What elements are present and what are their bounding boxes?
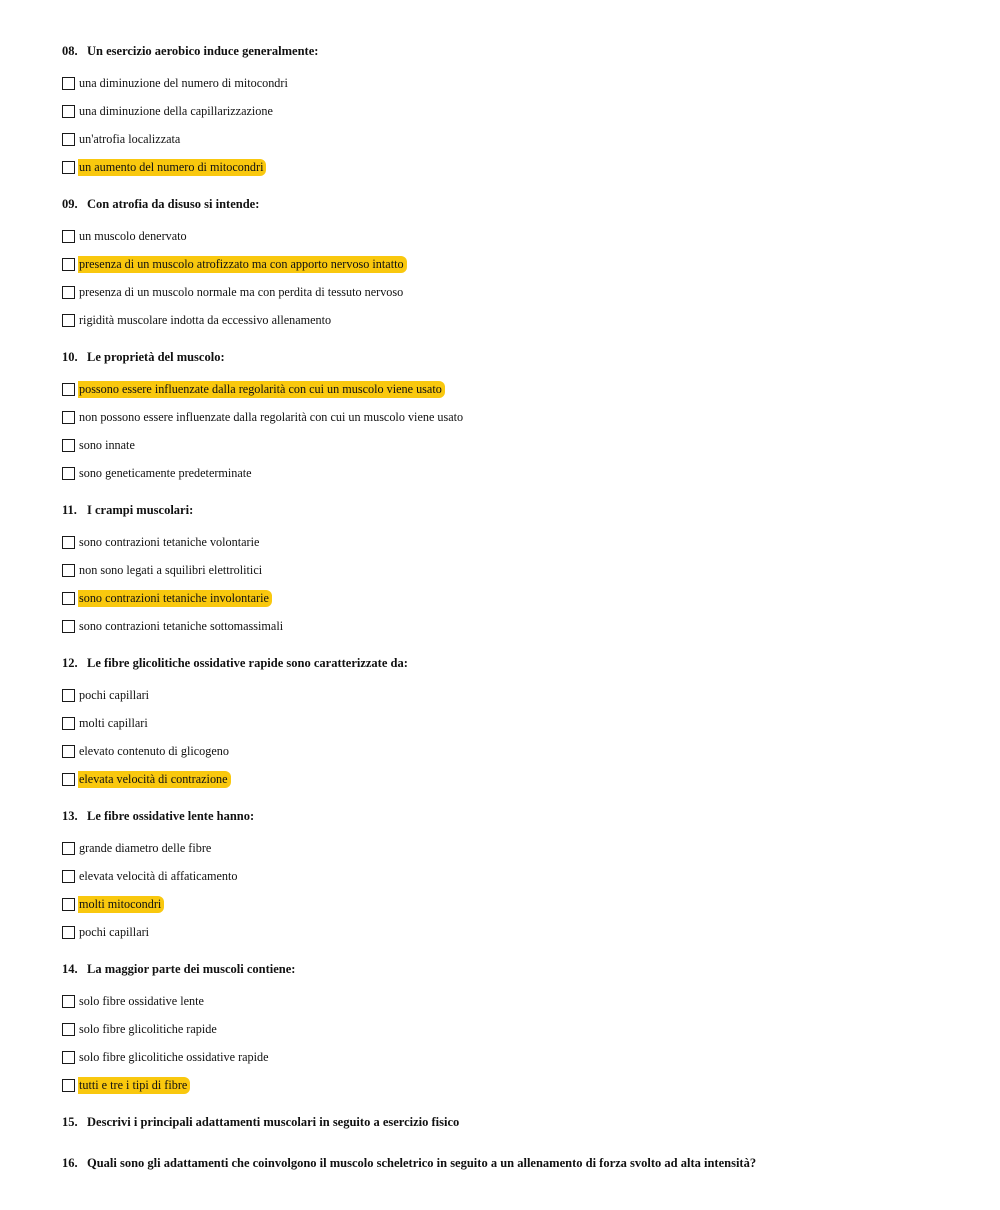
answer-label: grande diametro delle fibre: [79, 840, 212, 855]
question-block: [62, 655, 982, 793]
question-block: [62, 349, 982, 487]
question-text: Le proprietà del muscolo:: [87, 350, 225, 364]
question-heading: [62, 502, 982, 518]
answer-label: elevato contenuto di glicogeno: [79, 743, 229, 758]
question-number: 09.: [62, 197, 78, 211]
question-number: 12.: [62, 656, 78, 670]
answer-option[interactable]: [62, 681, 982, 709]
question-spacer: [62, 1140, 982, 1155]
question-block: [62, 808, 982, 946]
answer-option[interactable]: [62, 709, 982, 737]
answer-label: presenza di un muscolo normale ma con perdita di tessuto nervoso: [79, 284, 404, 299]
answer-option[interactable]: [62, 306, 982, 334]
answer-option[interactable]: [62, 834, 982, 862]
question-spacer: [62, 1099, 982, 1114]
answer-option[interactable]: [62, 528, 982, 556]
question-text: Le fibre ossidative lente hanno:: [87, 809, 255, 823]
answer-option[interactable]: [62, 459, 982, 487]
answer-option[interactable]: [62, 1071, 982, 1099]
question-number: 13.: [62, 809, 78, 823]
answer-option[interactable]: [62, 403, 982, 431]
answer-label: sono contrazioni tetaniche sottomassimali: [79, 618, 284, 633]
answer-label: pochi capillari: [79, 687, 150, 702]
answer-label: pochi capillari: [79, 924, 150, 939]
answer-checkbox[interactable]: [62, 161, 75, 174]
answer-option[interactable]: [62, 556, 982, 584]
answer-label-highlighted: elevata velocità di contrazione: [78, 771, 231, 788]
answer-option[interactable]: [62, 250, 982, 278]
answer-checkbox[interactable]: [62, 773, 75, 786]
question-heading: [62, 808, 982, 824]
question-heading: [62, 1114, 982, 1130]
question-heading: [62, 196, 982, 212]
answer-checkbox[interactable]: [62, 286, 75, 299]
answer-checkbox[interactable]: [62, 383, 75, 396]
answer-option[interactable]: [62, 125, 982, 153]
answer-checkbox[interactable]: [62, 467, 75, 480]
question-spacer: [62, 640, 982, 655]
question-block: [62, 196, 982, 334]
answer-option[interactable]: [62, 987, 982, 1015]
answer-checkbox[interactable]: [62, 1079, 75, 1092]
answer-label: sono geneticamente predeterminate: [79, 465, 252, 480]
answer-checkbox[interactable]: [62, 230, 75, 243]
answer-option[interactable]: [62, 737, 982, 765]
question-heading: [62, 655, 982, 671]
answer-label: una diminuzione del numero di mitocondri: [79, 75, 288, 90]
answer-checkbox[interactable]: [62, 592, 75, 605]
question-text: I crampi muscolari:: [87, 503, 194, 517]
answer-checkbox[interactable]: [62, 77, 75, 90]
answer-option[interactable]: [62, 765, 982, 793]
question-text: Un esercizio aerobico induce generalmente:: [87, 44, 319, 58]
answer-label: elevata velocità di affaticamento: [79, 868, 238, 883]
answer-checkbox[interactable]: [62, 1023, 75, 1036]
answer-label-highlighted: sono contrazioni tetaniche involontarie: [78, 590, 272, 607]
question-text: Descrivi i principali adattamenti muscolari in seguito a esercizio fisico: [87, 1115, 460, 1129]
question-heading: [62, 349, 982, 365]
question-number: 15.: [62, 1115, 78, 1129]
question-number: 08.: [62, 44, 78, 58]
question-text: Quali sono gli adattamenti che coinvolgono il muscolo scheletrico in seguito a un allenamento di forza svolto ad alta intensità?: [87, 1156, 757, 1170]
answer-option[interactable]: [62, 375, 982, 403]
question-text: Le fibre glicolitiche ossidative rapide sono caratterizzate da:: [87, 656, 408, 670]
answer-option[interactable]: [62, 890, 982, 918]
answer-checkbox[interactable]: [62, 717, 75, 730]
answer-checkbox[interactable]: [62, 133, 75, 146]
answer-checkbox[interactable]: [62, 620, 75, 633]
question-number: 14.: [62, 962, 78, 976]
answer-label: solo fibre glicolitiche ossidative rapide: [79, 1049, 269, 1064]
answer-option[interactable]: [62, 69, 982, 97]
answer-checkbox[interactable]: [62, 411, 75, 424]
question-heading: [62, 961, 982, 977]
answer-checkbox[interactable]: [62, 898, 75, 911]
question-heading: [62, 1155, 982, 1171]
question-block: [62, 961, 982, 1099]
answer-label-highlighted: presenza di un muscolo atrofizzato ma con apporto nervoso intatto: [78, 256, 407, 273]
answer-checkbox[interactable]: [62, 995, 75, 1008]
quiz-document: [62, 43, 982, 1181]
answer-option[interactable]: [62, 918, 982, 946]
question-block: [62, 502, 982, 640]
question-heading: [62, 43, 982, 59]
question-spacer: [62, 181, 982, 196]
answer-label: sono innate: [79, 437, 135, 452]
answer-label: non sono legati a squilibri elettrolitici: [79, 562, 263, 577]
answer-checkbox[interactable]: [62, 258, 75, 271]
question-block: [62, 1155, 982, 1171]
answer-label: un muscolo denervato: [79, 228, 187, 243]
question-block: [62, 1114, 982, 1130]
answer-checkbox[interactable]: [62, 842, 75, 855]
answer-option[interactable]: [62, 431, 982, 459]
question-number: 11.: [62, 503, 77, 517]
answer-checkbox[interactable]: [62, 745, 75, 758]
answer-label-highlighted: molti mitocondri: [78, 896, 164, 913]
answer-option[interactable]: [62, 97, 982, 125]
answer-option[interactable]: [62, 222, 982, 250]
question-text: La maggior parte dei muscoli contiene:: [87, 962, 296, 976]
answer-label: non possono essere influenzate dalla regolarità con cui un muscolo viene usato: [79, 409, 464, 424]
question-spacer: [62, 487, 982, 502]
answer-label-highlighted: tutti e tre i tipi di fibre: [78, 1077, 190, 1094]
answer-option[interactable]: [62, 612, 982, 640]
answer-option[interactable]: [62, 862, 982, 890]
answer-checkbox[interactable]: [62, 926, 75, 939]
question-spacer: [62, 334, 982, 349]
answer-option[interactable]: [62, 584, 982, 612]
answer-label: sono contrazioni tetaniche volontarie: [79, 534, 260, 549]
question-text: Con atrofia da disuso si intende:: [87, 197, 260, 211]
answer-option[interactable]: [62, 278, 982, 306]
answer-checkbox[interactable]: [62, 536, 75, 549]
answer-checkbox[interactable]: [62, 105, 75, 118]
answer-label: rigidità muscolare indotta da eccessivo allenamento: [79, 312, 332, 327]
answer-option[interactable]: [62, 1043, 982, 1071]
answer-checkbox[interactable]: [62, 314, 75, 327]
question-spacer: [62, 793, 982, 808]
question-spacer: [62, 946, 982, 961]
answer-checkbox[interactable]: [62, 689, 75, 702]
answer-label: solo fibre glicolitiche rapide: [79, 1021, 217, 1036]
question-number: 10.: [62, 350, 78, 364]
question-number: 16.: [62, 1156, 78, 1170]
answer-label: solo fibre ossidative lente: [79, 993, 204, 1008]
answer-option[interactable]: [62, 153, 982, 181]
question-block: [62, 43, 982, 181]
answer-checkbox[interactable]: [62, 870, 75, 883]
answer-label: una diminuzione della capillarizzazione: [79, 103, 273, 118]
answer-checkbox[interactable]: [62, 564, 75, 577]
answer-label-highlighted: un aumento del numero di mitocondri: [78, 159, 266, 176]
answer-checkbox[interactable]: [62, 439, 75, 452]
answer-label: un'atrofia localizzata: [79, 131, 181, 146]
answer-label: molti capillari: [79, 715, 148, 730]
answer-option[interactable]: [62, 1015, 982, 1043]
answer-label-highlighted: possono essere influenzate dalla regolarità con cui un muscolo viene usato: [78, 381, 445, 398]
answer-checkbox[interactable]: [62, 1051, 75, 1064]
